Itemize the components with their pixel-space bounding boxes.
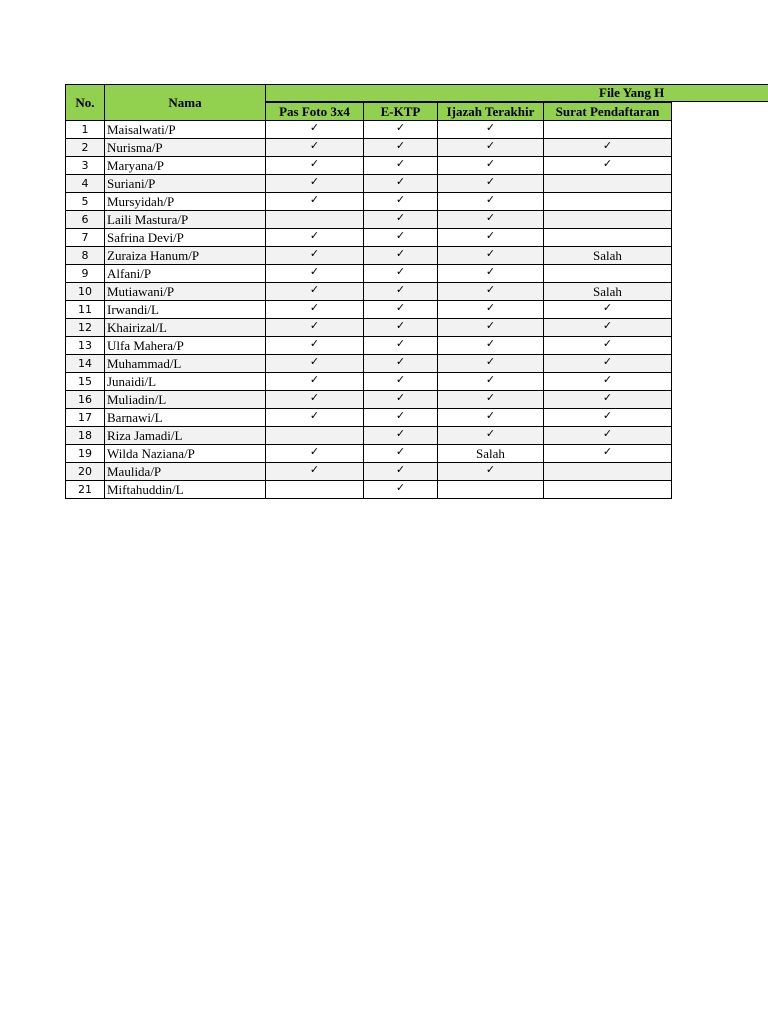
table-row: [66, 246, 672, 264]
header-row-top: [66, 85, 672, 103]
cell-no[interactable]: 20: [66, 462, 105, 480]
cell-surat-pendaftaran[interactable]: [544, 228, 672, 246]
cell-no[interactable]: 7: [66, 228, 105, 246]
cell-pas-foto[interactable]: ✓: [266, 444, 364, 462]
cell-surat-pendaftaran[interactable]: [544, 462, 672, 480]
cell-e-ktp[interactable]: ✓: [364, 228, 438, 246]
cell-ijazah[interactable]: [438, 480, 544, 498]
cell-nama[interactable]: Laili Mastura/P: [105, 210, 266, 228]
cell-ijazah[interactable]: ✓: [438, 156, 544, 174]
cell-ijazah[interactable]: ✓: [438, 264, 544, 282]
table-row: [66, 210, 672, 228]
cell-ijazah[interactable]: ✓: [438, 462, 544, 480]
cell-e-ktp[interactable]: ✓: [364, 444, 438, 462]
cell-nama[interactable]: Muhammad/L: [105, 354, 266, 372]
cell-nama[interactable]: Wilda Naziana/P: [105, 444, 266, 462]
cell-pas-foto[interactable]: ✓: [266, 192, 364, 210]
cell-ijazah[interactable]: ✓: [438, 354, 544, 372]
cell-nama[interactable]: Muliadin/L: [105, 390, 266, 408]
table-row: [66, 300, 672, 318]
table-row: [66, 408, 672, 426]
cell-surat-pendaftaran[interactable]: ✓: [544, 156, 672, 174]
table-row: [66, 336, 672, 354]
cell-surat-pendaftaran[interactable]: [544, 264, 672, 282]
cell-surat-pendaftaran[interactable]: ✓: [544, 336, 672, 354]
cell-ijazah[interactable]: ✓: [438, 138, 544, 156]
cell-surat-pendaftaran[interactable]: [544, 480, 672, 498]
cell-no[interactable]: 15: [66, 372, 105, 390]
document-checklist-table: [65, 84, 672, 499]
cell-ijazah[interactable]: Salah: [438, 444, 544, 462]
cell-pas-foto[interactable]: ✓: [266, 408, 364, 426]
table-row: [66, 174, 672, 192]
cell-nama[interactable]: Maisalwati/P: [105, 120, 266, 138]
cell-surat-pendaftaran[interactable]: ✓: [544, 444, 672, 462]
cell-e-ktp[interactable]: ✓: [364, 300, 438, 318]
cell-e-ktp[interactable]: ✓: [364, 156, 438, 174]
column-header-surat-pendaftaran[interactable]: Surat Pendaftaran: [544, 102, 672, 120]
table-row: [66, 192, 672, 210]
column-header-e-ktp[interactable]: E-KTP: [364, 102, 438, 120]
cell-e-ktp[interactable]: ✓: [364, 336, 438, 354]
table-body: [66, 120, 672, 498]
cell-e-ktp[interactable]: ✓: [364, 480, 438, 498]
cell-no[interactable]: 19: [66, 444, 105, 462]
cell-pas-foto[interactable]: ✓: [266, 300, 364, 318]
cell-e-ktp[interactable]: ✓: [364, 462, 438, 480]
cell-nama[interactable]: Nurisma/P: [105, 138, 266, 156]
cell-surat-pendaftaran[interactable]: Salah: [544, 246, 672, 264]
cell-ijazah[interactable]: ✓: [438, 336, 544, 354]
cell-no[interactable]: 14: [66, 354, 105, 372]
cell-pas-foto[interactable]: ✓: [266, 246, 364, 264]
table-row: [66, 462, 672, 480]
cell-nama[interactable]: Barnawi/L: [105, 408, 266, 426]
cell-no[interactable]: 6: [66, 210, 105, 228]
cell-ijazah[interactable]: ✓: [438, 408, 544, 426]
cell-pas-foto[interactable]: ✓: [266, 462, 364, 480]
cell-nama[interactable]: Mursyidah/P: [105, 192, 266, 210]
cell-pas-foto[interactable]: ✓: [266, 228, 364, 246]
cell-pas-foto[interactable]: ✓: [266, 120, 364, 138]
cell-surat-pendaftaran[interactable]: [544, 210, 672, 228]
cell-no[interactable]: 13: [66, 336, 105, 354]
cell-ijazah[interactable]: ✓: [438, 228, 544, 246]
cell-nama[interactable]: Irwandi/L: [105, 300, 266, 318]
cell-surat-pendaftaran[interactable]: ✓: [544, 372, 672, 390]
cell-pas-foto[interactable]: ✓: [266, 138, 364, 156]
cell-surat-pendaftaran[interactable]: ✓: [544, 138, 672, 156]
cell-pas-foto[interactable]: ✓: [266, 156, 364, 174]
file-group-header-title: File Yang H: [599, 85, 665, 100]
cell-nama[interactable]: Khairizal/L: [105, 318, 266, 336]
column-header-no[interactable]: No.: [66, 85, 105, 121]
table-row: [66, 480, 672, 498]
table-row: [66, 264, 672, 282]
cell-e-ktp[interactable]: ✓: [364, 318, 438, 336]
cell-ijazah[interactable]: ✓: [438, 390, 544, 408]
cell-no[interactable]: 3: [66, 156, 105, 174]
cell-nama[interactable]: Suriani/P: [105, 174, 266, 192]
cell-ijazah[interactable]: ✓: [438, 318, 544, 336]
cell-no[interactable]: 12: [66, 318, 105, 336]
cell-ijazah[interactable]: ✓: [438, 282, 544, 300]
table-row: [66, 156, 672, 174]
cell-no[interactable]: 21: [66, 480, 105, 498]
table-row: [66, 354, 672, 372]
cell-e-ktp[interactable]: ✓: [364, 264, 438, 282]
cell-surat-pendaftaran[interactable]: [544, 174, 672, 192]
cell-e-ktp[interactable]: ✓: [364, 426, 438, 444]
cell-no[interactable]: 10: [66, 282, 105, 300]
cell-nama[interactable]: Zuraiza Hanum/P: [105, 246, 266, 264]
cell-surat-pendaftaran[interactable]: Salah: [544, 282, 672, 300]
table-row: [66, 372, 672, 390]
cell-e-ktp[interactable]: ✓: [364, 354, 438, 372]
cell-e-ktp[interactable]: ✓: [364, 210, 438, 228]
cell-e-ktp[interactable]: ✓: [364, 138, 438, 156]
table-row: [66, 444, 672, 462]
table-row: [66, 426, 672, 444]
cell-nama[interactable]: Maulida/P: [105, 462, 266, 480]
cell-surat-pendaftaran[interactable]: ✓: [544, 408, 672, 426]
cell-nama[interactable]: Miftahuddin/L: [105, 480, 266, 498]
cell-pas-foto[interactable]: ✓: [266, 264, 364, 282]
cell-pas-foto[interactable]: ✓: [266, 318, 364, 336]
cell-ijazah[interactable]: ✓: [438, 174, 544, 192]
cell-surat-pendaftaran[interactable]: ✓: [544, 354, 672, 372]
cell-nama[interactable]: Mutiawani/P: [105, 282, 266, 300]
cell-no[interactable]: 16: [66, 390, 105, 408]
cell-pas-foto[interactable]: ✓: [266, 336, 364, 354]
cell-ijazah[interactable]: ✓: [438, 426, 544, 444]
cell-pas-foto[interactable]: ✓: [266, 390, 364, 408]
cell-no[interactable]: 8: [66, 246, 105, 264]
cell-pas-foto[interactable]: [266, 480, 364, 498]
table-row: [66, 228, 672, 246]
cell-ijazah[interactable]: ✓: [438, 372, 544, 390]
cell-e-ktp[interactable]: ✓: [364, 408, 438, 426]
table-row: [66, 282, 672, 300]
column-header-nama[interactable]: Nama: [105, 85, 266, 121]
group-header-cell[interactable]: [266, 85, 672, 103]
cell-surat-pendaftaran[interactable]: ✓: [544, 390, 672, 408]
cell-nama[interactable]: Junaidi/L: [105, 372, 266, 390]
table-row: [66, 120, 672, 138]
cell-pas-foto[interactable]: ✓: [266, 282, 364, 300]
cell-ijazah[interactable]: ✓: [438, 300, 544, 318]
cell-ijazah[interactable]: ✓: [438, 120, 544, 138]
cell-pas-foto[interactable]: [266, 426, 364, 444]
spreadsheet: [65, 84, 672, 499]
cell-pas-foto[interactable]: [266, 210, 364, 228]
cell-surat-pendaftaran[interactable]: ✓: [544, 426, 672, 444]
cell-surat-pendaftaran[interactable]: ✓: [544, 300, 672, 318]
cell-surat-pendaftaran[interactable]: ✓: [544, 318, 672, 336]
cell-nama[interactable]: Riza Jamadi/L: [105, 426, 266, 444]
cell-no[interactable]: 2: [66, 138, 105, 156]
cell-e-ktp[interactable]: ✓: [364, 192, 438, 210]
cell-pas-foto[interactable]: ✓: [266, 372, 364, 390]
table-row: [66, 390, 672, 408]
cell-nama[interactable]: Maryana/P: [105, 156, 266, 174]
cell-e-ktp[interactable]: ✓: [364, 120, 438, 138]
cell-e-ktp[interactable]: ✓: [364, 246, 438, 264]
cell-ijazah[interactable]: ✓: [438, 192, 544, 210]
cell-surat-pendaftaran[interactable]: [544, 120, 672, 138]
cell-e-ktp[interactable]: ✓: [364, 174, 438, 192]
column-header-pas-foto[interactable]: Pas Foto 3x4: [266, 102, 364, 120]
cell-nama[interactable]: Safrina Devi/P: [105, 228, 266, 246]
cell-e-ktp[interactable]: ✓: [364, 372, 438, 390]
cell-no[interactable]: 9: [66, 264, 105, 282]
cell-surat-pendaftaran[interactable]: [544, 192, 672, 210]
cell-nama[interactable]: Alfani/P: [105, 264, 266, 282]
cell-no[interactable]: 18: [66, 426, 105, 444]
cell-ijazah[interactable]: ✓: [438, 210, 544, 228]
cell-e-ktp[interactable]: ✓: [364, 390, 438, 408]
cell-no[interactable]: 17: [66, 408, 105, 426]
cell-pas-foto[interactable]: ✓: [266, 174, 364, 192]
table-row: [66, 138, 672, 156]
cell-e-ktp[interactable]: ✓: [364, 282, 438, 300]
cell-no[interactable]: 4: [66, 174, 105, 192]
table-row: [66, 318, 672, 336]
cell-no[interactable]: 11: [66, 300, 105, 318]
cell-pas-foto[interactable]: ✓: [266, 354, 364, 372]
cell-no[interactable]: 1: [66, 120, 105, 138]
cell-nama[interactable]: Ulfa Mahera/P: [105, 336, 266, 354]
cell-ijazah[interactable]: ✓: [438, 246, 544, 264]
column-header-ijazah[interactable]: Ijazah Terakhir: [438, 102, 544, 120]
cell-no[interactable]: 5: [66, 192, 105, 210]
